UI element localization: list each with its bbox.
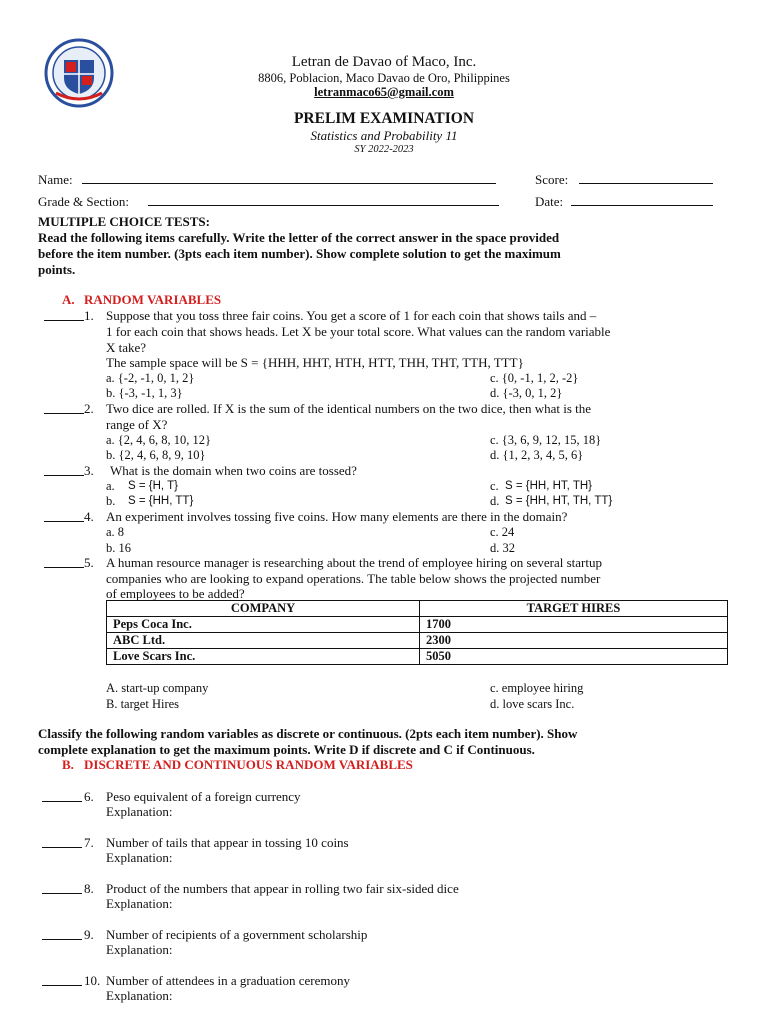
- explanation-label: Explanation:: [106, 942, 173, 957]
- exam-title: PRELIM EXAMINATION: [293, 110, 475, 127]
- answer-blank-2[interactable]: [44, 401, 84, 414]
- table-cell-company: Love Scars Inc.: [107, 649, 420, 665]
- question-text: Suppose that you toss three fair coins. You get a score of 1 for each coin that shows tails and –: [106, 308, 597, 323]
- explanation-label: Explanation:: [106, 804, 173, 819]
- question-number: 1.: [84, 308, 94, 323]
- option-b: b. {-3, -1, 1, 3}: [106, 386, 183, 400]
- table-row: [107, 649, 728, 665]
- question-number: 3.: [84, 463, 94, 478]
- answer-blank-7[interactable]: [42, 835, 82, 848]
- explanation-label: Explanation:: [106, 988, 173, 1003]
- explanation-label: Explanation:: [106, 896, 173, 911]
- option-a: A. start-up company: [106, 681, 209, 695]
- instructions-line-1: Read the following items carefully. Write the letter of the correct answer in the space provided: [38, 230, 560, 245]
- option-b: b. {2, 4, 6, 8, 9, 10}: [106, 448, 206, 462]
- school-year: SY 2022-2023: [354, 144, 414, 155]
- table-cell-hires: 1700: [420, 617, 728, 633]
- hires-table: [106, 600, 728, 665]
- school-email-link[interactable]: letranmaco65@gmail.com: [314, 85, 454, 99]
- option-c: c. 24: [490, 525, 515, 539]
- section-a-title: RANDOM VARIABLES: [84, 292, 222, 307]
- question-text: An experiment involves tossing five coins. How many elements are there in the domain?: [106, 509, 568, 524]
- question-text: A human resource manager is researching about the trend of employee hiring on several startup: [106, 555, 602, 570]
- school-name: Letran de Davao of Maco, Inc.: [291, 54, 477, 70]
- section-b-title: DISCRETE AND CONTINUOUS RANDOM VARIABLES: [84, 757, 413, 772]
- answer-blank-10[interactable]: [42, 973, 82, 986]
- answer-blank-9[interactable]: [42, 927, 82, 940]
- item-number: 7.: [84, 835, 94, 850]
- school-address: 8806, Poblacion, Maco Davao de Oro, Philippines: [258, 71, 510, 85]
- question-number: 4.: [84, 509, 94, 524]
- option-a: S = {H, T}: [128, 480, 178, 492]
- table-row: [107, 633, 728, 649]
- grade-section-label: Grade & Section:: [38, 194, 129, 209]
- option-b: b. 16: [106, 541, 131, 555]
- question-text: companies who are looking to expand operations. The table below shows the projected number: [106, 571, 601, 586]
- item-text: Peso equivalent of a foreign currency: [106, 789, 301, 804]
- classify-instructions-1: Classify the following random variables as discrete or continuous. (2pts each item number). Show: [38, 726, 578, 741]
- item-text: Number of tails that appear in tossing 10 coins: [106, 835, 349, 850]
- option-d: d. love scars Inc.: [490, 697, 575, 711]
- score-field[interactable]: [579, 170, 713, 184]
- table-header-row: [107, 601, 728, 617]
- item-number: 8.: [84, 881, 94, 896]
- question-text: Two dice are rolled. If X is the sum of the identical numbers on the two dice, then what is the: [106, 401, 592, 416]
- score-label: Score:: [535, 172, 569, 187]
- answer-blank-5[interactable]: [44, 555, 84, 568]
- item-number: 6.: [84, 789, 94, 804]
- option-c-prefix: c.: [490, 479, 499, 493]
- option-d: d. {-3, 0, 1, 2}: [490, 386, 563, 400]
- section-a-letter: A.: [62, 292, 75, 307]
- answer-blank-1[interactable]: [44, 308, 84, 321]
- option-d-prefix: d.: [490, 494, 500, 508]
- answer-blank-6[interactable]: [42, 789, 82, 802]
- answer-blank-3[interactable]: [44, 463, 84, 476]
- question-number: 5.: [84, 555, 94, 570]
- table-header-company: COMPANY: [107, 601, 420, 617]
- date-field[interactable]: [571, 192, 713, 206]
- table-cell-hires: 5050: [420, 649, 728, 665]
- grade-section-field[interactable]: [148, 192, 499, 206]
- table-cell-company: ABC Ltd.: [107, 633, 420, 649]
- classify-instructions-2: complete explanation to get the maximum points. Write D if discrete and C if Continuous.: [38, 742, 535, 757]
- answer-blank-8[interactable]: [42, 881, 82, 894]
- option-a: a. {2, 4, 6, 8, 10, 12}: [106, 433, 212, 447]
- table-row: [107, 617, 728, 633]
- question-text: 1 for each coin that shows heads. Let X be your total score. What values can the random variable: [106, 324, 611, 339]
- instructions-line-3: points.: [38, 262, 76, 277]
- item-text: Number of attendees in a graduation ceremony: [106, 973, 351, 988]
- option-b-prefix: b.: [106, 494, 116, 508]
- option-a: a. 8: [106, 525, 125, 539]
- option-c: c. {0, -1, 1, 2, -2}: [490, 371, 579, 385]
- name-label: Name:: [38, 172, 73, 187]
- option-b: B. target Hires: [106, 697, 180, 711]
- item-text: Number of recipients of a government scholarship: [106, 927, 368, 942]
- option-c: c. {3, 6, 9, 12, 15, 18}: [490, 433, 602, 447]
- option-a: a. {-2, -1, 0, 1, 2}: [106, 371, 195, 385]
- school-email[interactable]: [0, 85, 768, 100]
- question-text: X take?: [106, 340, 147, 355]
- option-c: S = {HH, HT, TH}: [505, 480, 593, 492]
- option-d: d. {1, 2, 3, 4, 5, 6}: [490, 448, 584, 462]
- explanation-label: Explanation:: [106, 850, 173, 865]
- option-b: S = {HH, TT}: [128, 495, 194, 507]
- option-a-prefix: a.: [106, 479, 115, 493]
- instructions-line-2: before the item number. (3pts each item number). Show complete solution to get the maximum: [38, 246, 561, 261]
- option-d: S = {HH, HT, TH, TT}: [505, 495, 613, 507]
- option-c: c. employee hiring: [490, 681, 584, 695]
- question-text: of employees to be added?: [106, 586, 245, 601]
- name-field[interactable]: [82, 170, 496, 184]
- question-text: The sample space will be S = {HHH, HHT, HTH, HTT, THH, THT, TTH, TTT}: [106, 355, 524, 370]
- question-number: 2.: [84, 401, 94, 416]
- answer-blank-4[interactable]: [44, 509, 84, 522]
- question-text: What is the domain when two coins are tossed?: [110, 463, 357, 478]
- table-header-target-hires: TARGET HIRES: [420, 601, 728, 617]
- item-number: 10.: [84, 973, 101, 988]
- table-cell-company: Peps Coca Inc.: [107, 617, 420, 633]
- table-cell-hires: 2300: [420, 633, 728, 649]
- instructions-heading: MULTIPLE CHOICE TESTS:: [38, 214, 210, 229]
- date-label: Date:: [535, 194, 564, 209]
- exam-subject: Statistics and Probability 11: [310, 128, 458, 143]
- option-d: d. 32: [490, 541, 515, 555]
- question-text: range of X?: [106, 417, 168, 432]
- section-b-letter: B.: [62, 757, 74, 772]
- item-text: Product of the numbers that appear in rolling two fair six-sided dice: [106, 881, 459, 896]
- item-number: 9.: [84, 927, 94, 942]
